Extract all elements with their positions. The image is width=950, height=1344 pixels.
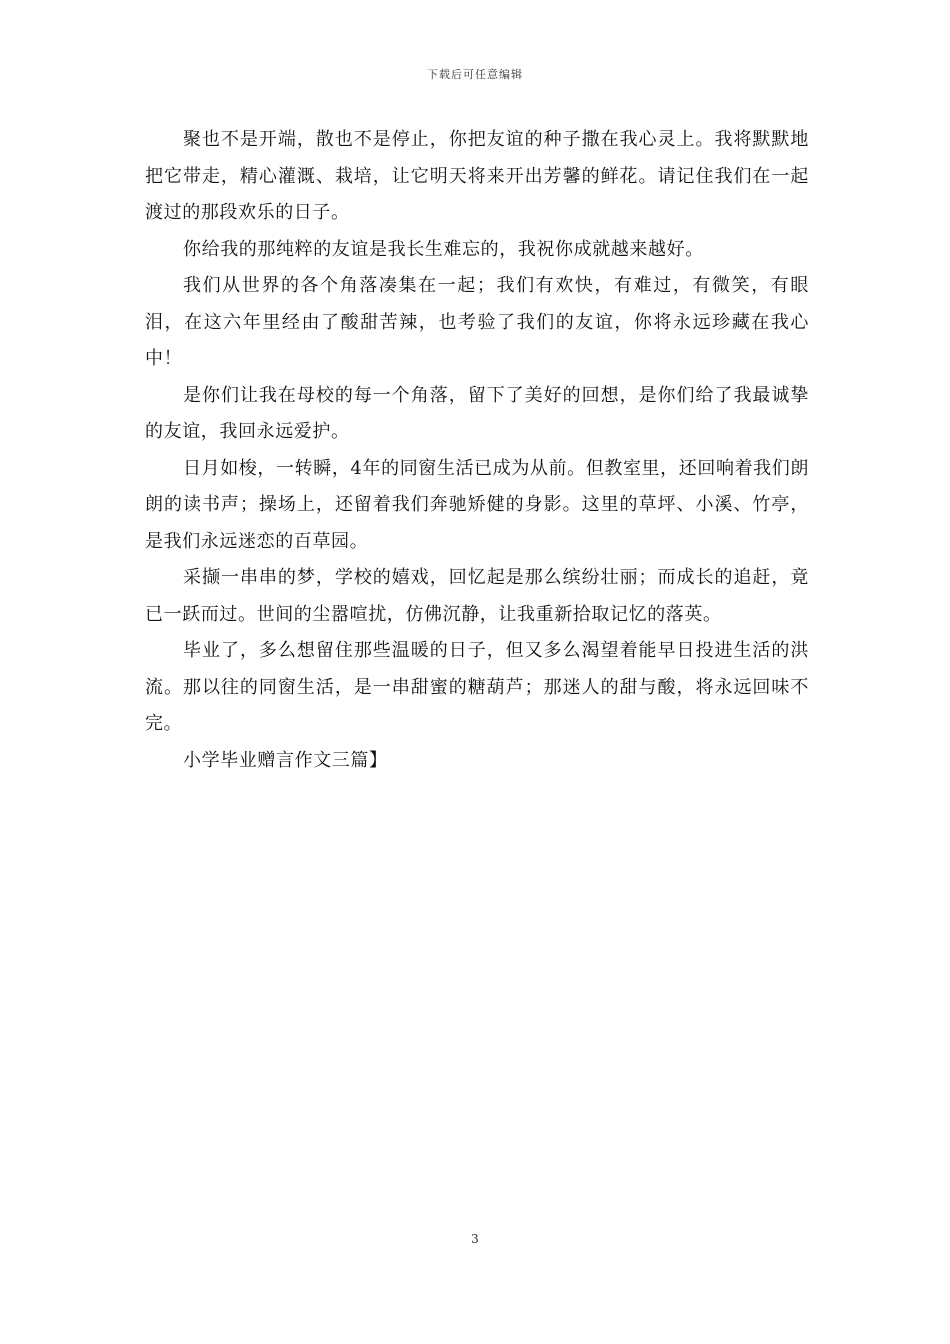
paragraph: 采撷一串串的梦，学校的嬉戏，回忆起是那么缤纷壮丽；而成长的追赶，竟已一跃而过。世间的尘嚣喧扰，仿佛沉静，让我重新拾取记忆的落英。 — [145, 567, 809, 625]
paragraph: 日月如梭，一转瞬，4年的同窗生活已成为从前。但教室里，还回响着我们朗朗的读书声；操场上，还留着我们奔驰矫健的身影。这里的草坪、小溪、竹亭，是我们永远迷恋的百草园。 — [145, 457, 809, 552]
paragraph: 是你们让我在母校的每一个角落，留下了美好的回想，是你们给了我最诚挚的友谊，我回永远爱护。 — [145, 384, 809, 442]
paragraph: 你给我的那纯粹的友谊是我长生难忘的，我祝你成就越来越好。 — [183, 238, 704, 260]
paragraph: 毕业了，多么想留住那些温暖的日子，但又多么渴望着能早日投进生活的洪流。那以往的同窗生活，是一串甜蜜的糖葫芦；那迷人的甜与酸，将永远回味不完。 — [145, 640, 809, 734]
page-number: 3 — [471, 1232, 479, 1246]
paragraph: 我们从世界的各个角落凑集在一起；我们有欢快，有难过，有微笑，有眼泪，在这六年里经由了酸甜苦辣，也考验了我们的友谊，你将永远珍藏在我心中！ — [145, 275, 809, 369]
paragraph: 聚也不是开端，散也不是停止，你把友谊的种子撒在我心灵上。我将默默地把它带走，精心灌溉、栽培，让它明天将来开出芳馨的鲜花。请记住我们在一起渡过的那段欢乐的日子。 — [145, 129, 809, 223]
section-title: 小学毕业赠言作文三篇】 — [183, 749, 388, 771]
page-header: 下载后可任意编辑 — [427, 68, 523, 81]
document-body — [145, 122, 809, 779]
